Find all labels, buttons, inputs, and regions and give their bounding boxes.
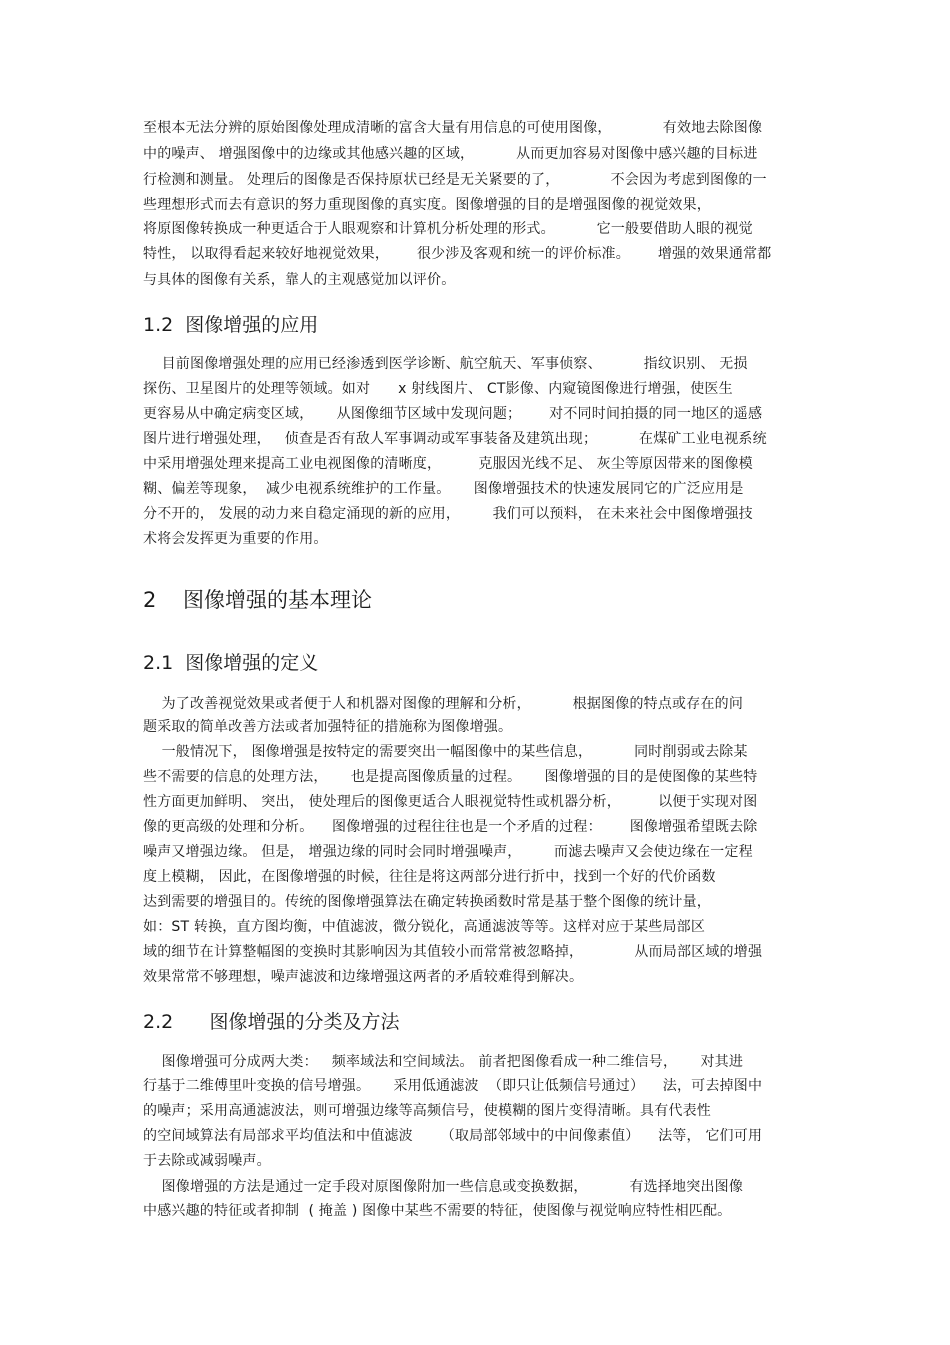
text-line: 些不需要的信息的处理方法， 也是提高图像质量的过程。 图像增强的目的是使图像的某些特 <box>143 769 758 785</box>
text-line: 的噪声；采用高通滤波法，则可增强边缘等高频信号，使模糊的图片变得清晰。具有代表性 <box>143 1103 711 1119</box>
text-line: 糊、偏差等现象， 减少电视系统维护的工作量。 图像增强技术的快速发展同它的广泛应用是 <box>143 481 744 497</box>
text-line: 一般情况下， 图像增强是按特定的需要突出一幅图像中的某些信息， 同时削弱或去除某 <box>143 744 748 760</box>
text-line: 效果常常不够理想，噪声滤波和边缘增强这两者的矛盾较难得到解决。 <box>143 969 584 985</box>
text-line: 分不开的， 发展的动力来自稳定涌现的新的应用， 我们可以预料， 在未来社会中图像增强技 <box>143 506 753 522</box>
text-line: 度上模糊， 因此，在图像增强的时候，往往是将这两部分进行折中，找到一个好的代价函数 <box>143 869 716 885</box>
section-heading-1-2: 1.2 图像增强的应用 <box>143 314 319 336</box>
text-line: 题采取的简单改善方法或者加强特征的措施称为图像增强。 <box>143 719 513 735</box>
text-line: 目前图像增强处理的应用已经渗透到医学诊断、航空航天、军事侦察、 指纹识别、 无损 <box>143 356 748 372</box>
text-line: 中采用增强处理来提高工业电视图像的清晰度， 克服因光线不足、 灰尘等原因带来的图像模 <box>143 456 753 472</box>
text-line: 图片进行增强处理， 侦查是否有敌人军事调动或军事装备及建筑出现； 在煤矿工业电视系统 <box>143 431 767 447</box>
text-line: 探伤、卫星图片的处理等领域。如对 x 射线图片、 CT影像、内窥镜图像进行增强，使医生 <box>143 381 733 397</box>
text-line: 如：ST 转换，直方图均衡，中值滤波，微分锐化，高通滤波等等。这样对应于某些局部区 <box>143 919 706 935</box>
text-line: 于去除或减弱噪声。 <box>143 1153 271 1169</box>
text-line: 为了改善视觉效果或者便于人和机器对图像的理解和分析， 根据图像的特点或存在的问 <box>143 696 744 712</box>
text-line: 图像增强的方法是通过一定手段对原图像附加一些信息或变换数据， 有选择地突出图像 <box>143 1179 744 1195</box>
text-line: 中感兴趣的特征或者抑制 ( 掩盖 ) 图像中某些不需要的特征，使图像与视觉响应特性相匹配。 <box>143 1203 732 1219</box>
text-line: 性方面更加鲜明、 突出， 使处理后的图像更适合人眼视觉特性或机器分析， 以便于实现对图 <box>143 794 758 810</box>
text-line: 至根本无法分辨的原始图像处理成清晰的富含大量有用信息的可使用图像， 有效地去除图像 <box>143 120 763 136</box>
section-heading-2-2: 2.2 图像增强的分类及方法 <box>143 1011 400 1033</box>
text-line: 达到需要的增强目的。传统的图像增强算法在确定转换函数时常是基于整个图像的统计量， <box>143 894 711 910</box>
text-line: 术将会发挥更为重要的作用。 <box>143 531 328 547</box>
text-line: 噪声又增强边缘。 但是， 增强边缘的同时会同时增强噪声， 而滤去噪声又会使边缘在一定程 <box>143 844 753 860</box>
chapter-heading-2: 2 图像增强的基本理论 <box>143 588 373 612</box>
text-line: 中的噪声、 增强图像中的边缘或其他感兴趣的区域， 从而更加容易对图像中感兴趣的目标进 <box>143 146 758 162</box>
text-line: 的空间域算法有局部求平均值法和中值滤波 （取局部邻域中的中间像素值） 法等， 它们可用 <box>143 1128 763 1144</box>
text-line: 像的更高级的处理和分析。 图像增强的过程往往也是一个矛盾的过程： 图像增强希望既去除 <box>143 819 758 835</box>
text-line: 行基于二维傅里叶变换的信号增强。 采用低通滤波 （即只让低频信号通过） 法，可去掉图中 <box>143 1078 763 1094</box>
text-line: 与具体的图像有关系，靠人的主观感觉加以评价。 <box>143 272 456 288</box>
text-line: 行检测和测量。 处理后的图像是否保持原状已经是无关紧要的了， 不会因为考虑到图像的一 <box>143 172 767 188</box>
text-line: 将原图像转换成一种更适合于人眼观察和计算机分析处理的形式。 它一般要借助人眼的视觉 <box>143 221 753 237</box>
section-heading-2-1: 2.1 图像增强的定义 <box>143 652 319 674</box>
text-line: 更容易从中确定病变区域， 从图像细节区域中发现问题； 对不同时间拍摄的同一地区的遥感 <box>143 406 763 422</box>
text-line: 特性， 以取得看起来较好地视觉效果， 很少涉及客观和统一的评价标准。 增强的效果通常都 <box>143 246 772 262</box>
text-line: 域的细节在计算整幅图的变换时其影响因为其值较小而常常被忽略掉， 从而局部区域的增强 <box>143 944 763 960</box>
text-line: 些理想形式而去有意识的努力重现图像的真实度。图像增强的目的是增强图像的视觉效果， <box>143 197 711 213</box>
text-line: 图像增强可分成两大类： 频率域法和空间域法。 前者把图像看成一种二维信号， 对其进 <box>143 1054 744 1070</box>
